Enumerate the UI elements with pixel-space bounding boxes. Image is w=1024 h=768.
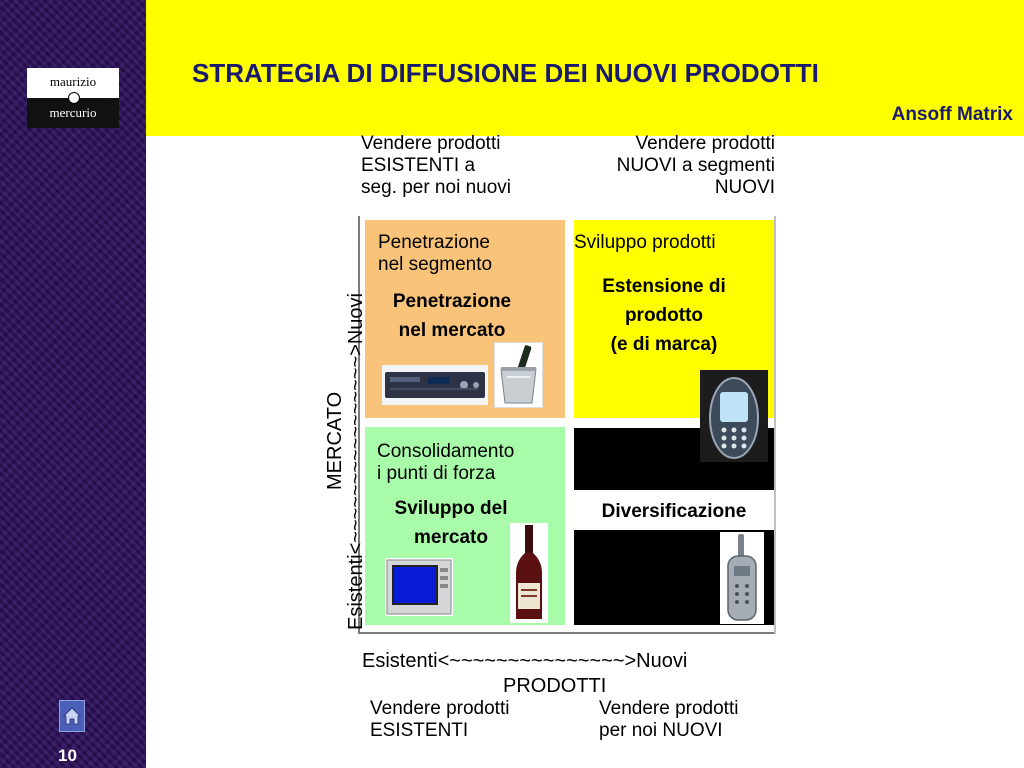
text-line: nel segmento (378, 254, 493, 275)
caption-line: ESISTENTI (370, 720, 469, 741)
champagne-bucket-icon (494, 342, 543, 408)
caption-line: NUOVI a segmenti (616, 155, 775, 176)
text-line: mercato (414, 527, 488, 548)
matrix-right-edge (774, 216, 776, 634)
caption-line: NUOVI (714, 177, 775, 198)
text-line: Sviluppo del (394, 498, 508, 519)
quadrant-tl-bold (366, 287, 538, 345)
television-icon (385, 558, 453, 616)
vertical-axis-scale: Esistenti<~~~~~~~~~~~~~~~~>Nuovi (345, 293, 367, 630)
text-line: i punti di forza (377, 463, 496, 484)
text-line: Penetrazione (378, 232, 490, 253)
logo-text-bottom: mercurio (49, 105, 97, 120)
logo-dot (68, 92, 80, 104)
page-title: STRATEGIA DI DIFFUSIONE DEI NUOVI PRODOTTI (192, 58, 819, 88)
vertical-axis-title: MERCATO (324, 391, 346, 490)
text-line: (e di marca) (610, 334, 718, 355)
home-icon (63, 707, 81, 725)
caption-line: Vendere prodotti (361, 133, 501, 154)
text-line: nel mercato (398, 320, 506, 341)
text-line: prodotto (624, 305, 704, 326)
column-caption-left (361, 133, 511, 199)
caption-line: seg. per noi nuovi (361, 177, 511, 198)
caption-line: Vendere prodotti (635, 133, 775, 154)
column-caption-right (560, 133, 775, 199)
handheld-device-icon (700, 370, 768, 462)
quadrant-bl-normal (377, 441, 514, 485)
wine-bottle-icon (510, 523, 548, 623)
horizontal-axis-title: PRODOTTI (503, 675, 607, 697)
text-line: Consolidamento (377, 441, 515, 462)
text-line: Penetrazione (392, 291, 512, 312)
logo-text-top: maurizio (49, 74, 97, 89)
dvd-player-icon (382, 365, 488, 405)
caption-line: Vendere prodotti (599, 698, 739, 719)
quadrant-tl-normal (378, 232, 492, 276)
page-subtitle: Ansoff Matrix (891, 104, 1013, 125)
bottom-caption-right (599, 698, 738, 742)
page-number: 10 (58, 746, 77, 765)
quadrant-tr-normal: Sviluppo prodotti (574, 232, 716, 253)
caption-line: Vendere prodotti (370, 698, 510, 719)
horizontal-axis-line (358, 632, 776, 634)
logo (27, 68, 119, 128)
quadrant-tr-bold (574, 272, 754, 359)
home-button[interactable] (59, 700, 85, 732)
text-line: Estensione di (602, 276, 726, 297)
quadrant-br-bold: Diversificazione (601, 501, 747, 522)
bottom-caption-left (370, 698, 509, 742)
caption-line: per noi NUOVI (599, 720, 723, 741)
caption-line: ESISTENTI a (361, 155, 476, 176)
horizontal-axis-scale: Esistenti<~~~~~~~~~~~~~~~>Nuovi (362, 650, 688, 672)
walkie-talkie-icon (720, 532, 764, 624)
